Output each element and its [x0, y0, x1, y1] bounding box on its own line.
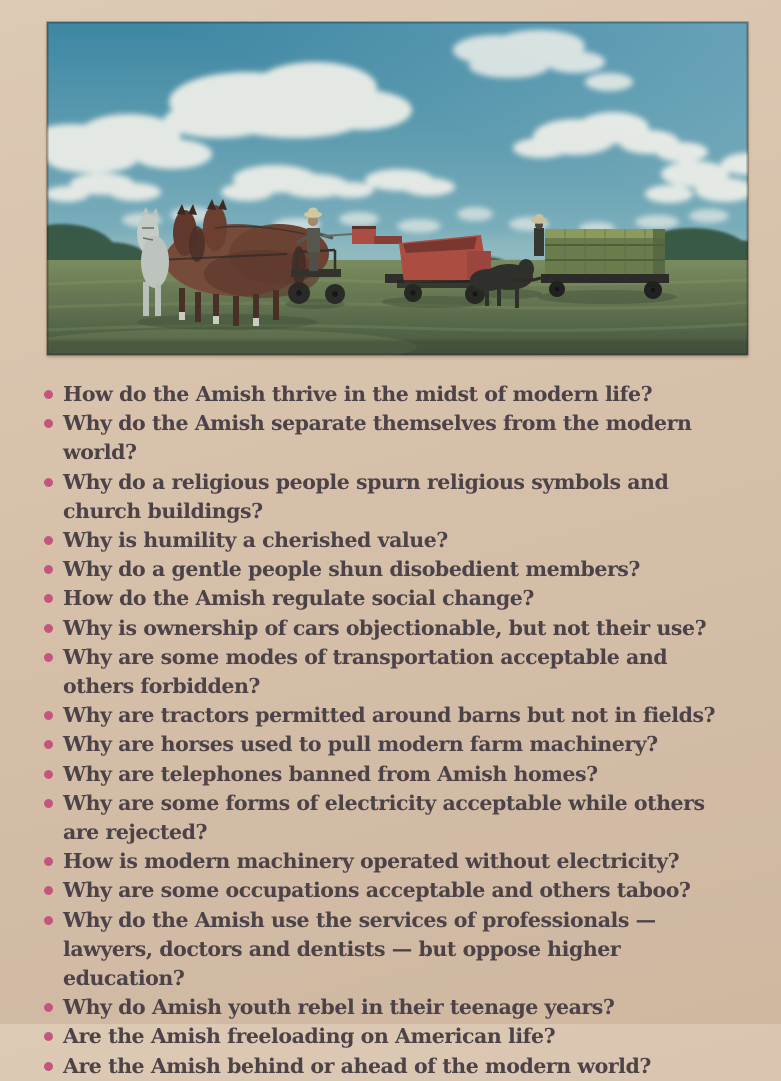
bullet-icon	[44, 1032, 53, 1041]
question-item	[44, 409, 743, 467]
question-item	[44, 526, 743, 555]
bullet-icon	[44, 390, 53, 399]
bullet-icon	[44, 799, 53, 808]
question-item	[44, 380, 743, 409]
question-item	[44, 1022, 743, 1051]
question-text: Why do Amish youth rebel in their teenage years?	[63, 995, 615, 1020]
question-text: Why are some forms of electricity acceptable while others are rejected?	[63, 790, 705, 845]
photo-glare	[47, 22, 748, 355]
bullet-icon	[44, 1003, 53, 1012]
bullet-icon	[44, 711, 53, 720]
question-text: Why is ownership of cars objectionable, but not their use?	[63, 615, 707, 640]
question-text: Are the Amish behind or ahead of the modern world?	[63, 1053, 651, 1078]
question-text: Why is humility a cherished value?	[63, 528, 448, 553]
question-item	[44, 555, 743, 584]
question-item	[44, 614, 743, 643]
bullet-icon	[44, 857, 53, 866]
bullet-icon	[44, 478, 53, 487]
question-item	[44, 906, 743, 994]
question-item	[44, 789, 743, 847]
question-item	[44, 730, 743, 759]
question-text: Why do the Amish use the services of professionals — lawyers, doctors and dentists — but oppose higher education?	[63, 907, 656, 991]
question-item	[44, 584, 743, 613]
question-text: How do the Amish thrive in the midst of modern life?	[63, 382, 653, 406]
cover-photo	[47, 22, 748, 355]
question-text: Are the Amish freeloading on American life?	[63, 1024, 556, 1049]
question-text: Why are some modes of transportation acceptable and others forbidden?	[63, 644, 668, 699]
question-text: Why are tractors permitted around barns but not in fields?	[63, 703, 716, 728]
bullet-icon	[44, 419, 53, 428]
question-item	[44, 993, 743, 1022]
question-item	[44, 760, 743, 789]
question-item	[44, 1052, 743, 1081]
bullet-icon	[44, 916, 53, 925]
cover-photo-illustration	[47, 22, 748, 355]
question-text: Why do the Amish separate themselves from the modern world?	[63, 411, 692, 465]
bullet-icon	[44, 594, 53, 603]
question-item	[44, 468, 743, 526]
question-text: Why do a gentle people shun disobedient members?	[63, 557, 640, 582]
bullet-icon	[44, 740, 53, 749]
question-text: How do the Amish regulate social change?	[63, 586, 534, 611]
bullet-icon	[44, 770, 53, 779]
bullet-icon	[44, 536, 53, 545]
question-text: How is modern machinery operated without electricity?	[63, 849, 680, 874]
questions-list	[44, 380, 743, 1081]
bullet-icon	[44, 1062, 53, 1071]
bullet-icon	[44, 624, 53, 633]
question-item	[44, 847, 743, 876]
question-item	[44, 643, 743, 701]
question-text: Why are telephones banned from Amish homes?	[63, 761, 598, 786]
question-item	[44, 876, 743, 905]
question-item	[44, 701, 743, 730]
question-text: Why are some occupations acceptable and others taboo?	[63, 878, 691, 903]
bullet-icon	[44, 653, 53, 662]
question-text: Why are horses used to pull modern farm machinery?	[63, 732, 658, 757]
bullet-icon	[44, 565, 53, 574]
bullet-icon	[44, 886, 53, 895]
question-text: Why do a religious people spurn religious symbols and church buildings?	[63, 469, 669, 523]
